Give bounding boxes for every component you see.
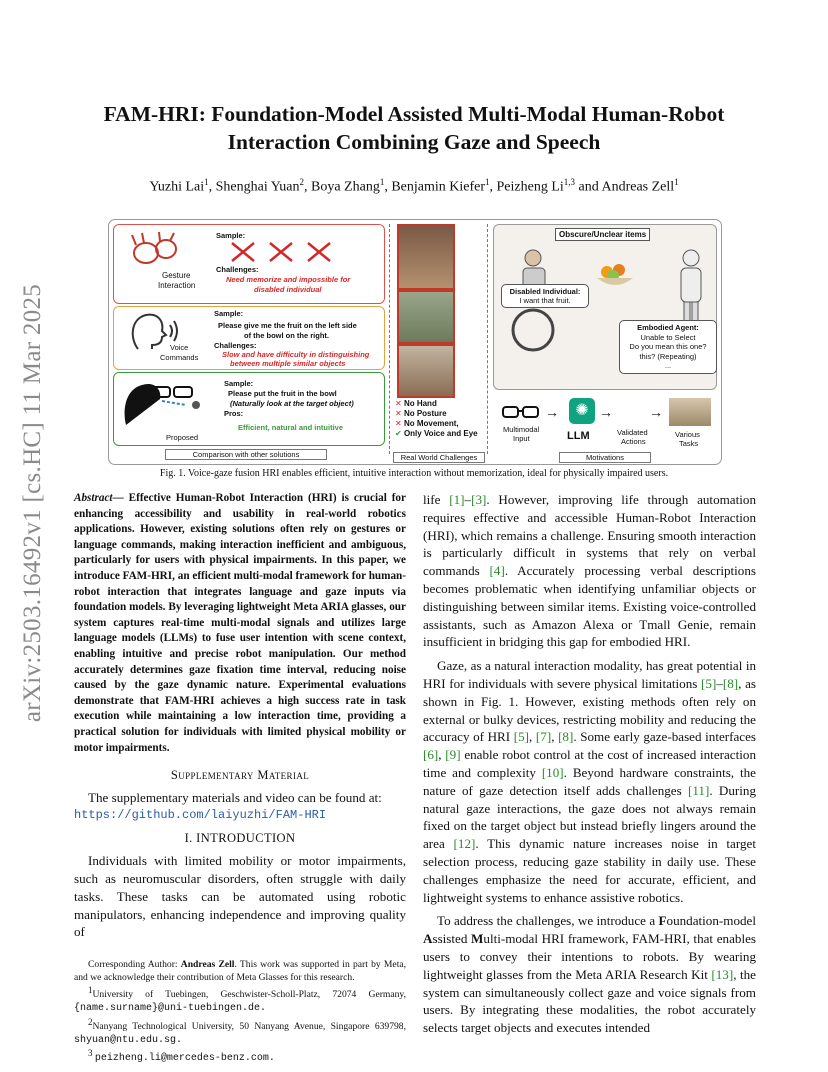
tasks-photo [669,398,711,426]
gesture-hands-icon [126,231,186,276]
footnotes: Corresponding Author: Andreas Zell. This work was supported in part by Meta, and we acknowledge their contribution of Meta Glasses for this research. $^1$University of Tuebingen, Geschwister-Scholl-Platz, 72074 Germany, {name.surname}@uni-tuebingen.de. $^2$Nanyang Technological University, 50 Nanyang Avenue, Singapore 639798, shyuan@ntu.edu.sg. $^3$ peizheng.li@mercedes-benz.com. [74,959,407,1065]
arrow-icon: → [649,404,663,420]
gesture-panel: Gesture Interaction Sample: Challenges: Need memorize and impossible for disabled individual [113,224,385,304]
proposed-panel: Proposed Sample: Please put the fruit in the bowl (Naturally look at the target object) Pros: Efficient, natural and intuitive [113,372,385,446]
llm-logo-icon: ✺ [569,398,595,424]
real-world-photo-2 [397,290,455,344]
right-paragraph-1: life [1]–[3]. However, improving life through automation requires effective and accessible Human-Robot Interaction (HRI), which remains a challenge. Ensuring smooth interaction is particularly difficult in systems that rely on verbal commands [4]. Accurately processing verbal descriptions becomes problematic when identifying unfamiliar objects or distinguishing between similar items. Existing voice-controlled assistants, such as Amazon Alexa or Tmall Genie, remain insufficient in bridging this gap for embodied HRI. [423,492,756,650]
arrow-icon: → [545,404,559,420]
disabled-bubble: Disabled Individual: I want that fruit. [501,284,589,308]
author-list: Yuzhi Lai$^1$, Shenghai Yuan$^2$, Boya Zhang$^1$, Benjamin Kiefer$^1$, Peizheng Li$^{1,3}$ and Andreas Zell$^1$ [149,177,679,195]
real-world-tab: Real World Challenges [393,452,485,463]
supplementary-link[interactable]: https://github.com/laiyuzhi/FAM-HRI [74,807,327,822]
left-column [74,491,406,1066]
author: Boya Zhang [311,179,380,195]
obscure-label: Obscure/Unclear items [555,228,650,241]
author: Andreas Zell [601,179,675,195]
title-line-1: FAM-HRI: Foundation-Model Assisted Multi-Modal Human-Robot [103,102,725,126]
figure-1: Gesture Interaction Sample: Challenges: Need memorize and impossible for disabled individual Voice Commands Sample: Please give me the fruit on the left side of the bowl on the right. Challenges: Slow and have difficulty in distinguishing between multiple similar objects Proposed Sample: Please put the fruit in the bowl (Naturally look at the target object) Pros: Efficient, natural and intuitive Comparison with other solutions ✕ No Hand ✕ No Posture ✕ No Movement, ✔ Only Voice and Eye Real World Challenges Obscure/Unclear items Disabled Individual: I want that fruit. Embodied Agent: Unable to Select Do you mean this one? this? (Repeating) ... Multimodal Input ✺ LLM → → Validated Actions → Various Tasks Motivations [108,219,722,465]
figure-caption: Fig. 1. Voice-gaze fusion HRI enables efficient, intuitive interaction without memorization, ideal for physically impaired users. [159,468,669,479]
paper-title [70,100,758,156]
right-column [423,491,756,1037]
comparison-tab: Comparison with other solutions [165,449,327,460]
divider-2 [487,224,488,454]
title-line-2: Interaction Combining Gaze and Speech [227,130,601,154]
right-paragraph-2: Gaze, as a natural interaction modality, has great potential in HRI for individuals with severe physical limitations [5]–[8], as shown in Fig. 1. However, existing methods often rely on external or bulky devices, restricting mobility and reducing the accuracy of HRI [5], [7], [8]. Some early gaze-based interfaces [6], [9] enable robot control at the cost of increased interaction time and complexity [10]. Beyond hardware constraints, the nature of gaze detection itself adds challenges [11]. During natural gaze interactions, the gaze does not always remain fixed on the target object but instead briefly lingers around the area [12]. This dynamic nature increases noise in target selection process, reducing gaze stability in daily use. These challenges emphasize the need for accurate, efficient, and lightweight systems to enhance assistive robotics. [423,658,757,905]
right-paragraph-3: To address the challenges, we introduce a Foundation-model Assisted Multi-modal HRI framework, FAM-HRI, that enables users to convey their intentions to robots. By wearing lightweight glasses from the Meta ARIA Research Kit [13], the system can simultaneously collect gaze and voice signals from users. By integrating these modalities, the robot accurately selects target objects and executes intended [423,913,756,1036]
voice-panel: Voice Commands Sample: Please give me the fruit on the left side of the bowl on the right. Challenges: Slow and have difficulty in distinguishing between multiple similar objects [113,306,385,370]
real-world-photo-3 [397,344,455,398]
agent-bubble: Embodied Agent: Unable to Select Do you mean this one? this? (Repeating) ... [619,320,717,374]
glasses-icon [501,404,541,420]
abstract: Abstract— Effective Human-Robot Interaction (HRI) is crucial for enhancing accessibility and usability in real-world robotics applications. However, existing solutions often rely on gestures or language commands, making interaction inefficient and ambiguous, particularly for users with physical impairments. In this paper, we introduce FAM-HRI, an efficient multi-modal framework for human-robot interaction that integrates language and gaze inputs via foundation models. By leveraging lightweight Meta ARIA glasses, our system captures real-time multi-modal signals and utilizes large language models (LLMs) to fuse user intention with scene context, enabling intuitive and precise robot manipulation. Our method accurately determines gaze fixation time interval, reducing noise caused by the gaze dynamic nature. Experimental evaluations demonstrate that FAM-HRI achieves a high success rate in task execution while maintaining a low interaction time, providing a practical solution for individuals with limited physical mobility or motor impairments. [74,492,406,754]
crossed-hand-icons [224,239,354,265]
section-title-supplementary: Supplementary Material [170,768,310,783]
divider-1 [389,224,390,454]
real-world-photo-1 [397,224,455,290]
intro-paragraph: Individuals with limited mobility or motor impairments, such as neuromuscular disorders, often struggle with daily tasks. These tasks can be automated using robotic manipulators, enhancing independence and improving quality of [74,853,406,940]
arrow-icon: → [599,404,613,420]
gaze-glasses-icon [122,379,212,429]
author: Benjamin Kiefer [391,179,486,195]
author: Peizheng Li [496,179,564,195]
challenge-list: ✕ No Hand ✕ No Posture ✕ No Movement, ✔ Only Voice and Eye [395,399,478,438]
motivations-tab: Motivations [559,452,651,463]
fruit-bowl-icon [595,260,635,290]
supplementary-text: The supplementary materials and video can be found at: [88,789,382,805]
author: Yuzhi Lai [149,179,205,195]
section-title-introduction: I. INTRODUCTION [184,831,296,846]
arxiv-stamp: arXiv:2503.16492v1 [cs.HC] 11 Mar 2025 [19,283,46,723]
author: Shenghai Yuan [215,179,300,195]
